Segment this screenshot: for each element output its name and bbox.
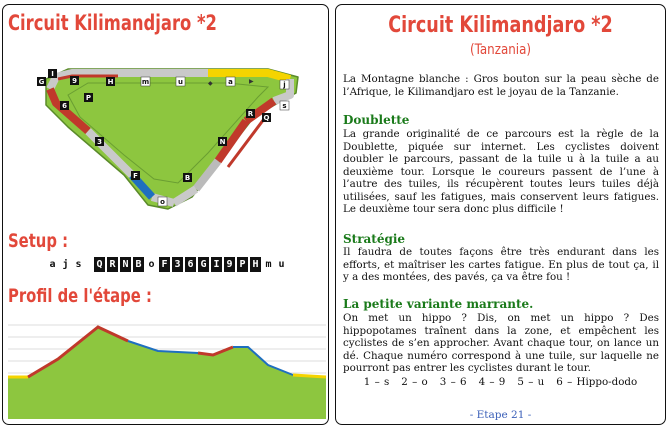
svg-text:6: 6	[62, 102, 67, 110]
tile-label-i	[48, 69, 57, 78]
dice-table	[336, 376, 665, 388]
svg-text:F: F	[133, 172, 138, 180]
svg-text:N: N	[219, 138, 226, 146]
intro-text: La Montagne blanche : Gros bouton sur la peau sèche de l’Afrique, le Kilimandjaro est le joyau de la Tanzanie.	[343, 73, 659, 98]
setup-tile: I	[211, 257, 222, 272]
tile-label-h	[106, 77, 115, 86]
setup-gap	[86, 257, 92, 272]
dice-entry: 5 – u	[517, 376, 545, 388]
svg-text:a: a	[228, 78, 233, 86]
setup-tile: 3	[172, 257, 183, 272]
tile-label-o	[158, 197, 167, 206]
setup-tile: u	[276, 257, 287, 272]
svg-text:j: j	[283, 81, 286, 89]
tile-label-9	[70, 76, 79, 85]
setup-tile: 9	[224, 257, 235, 272]
tile-label-g	[37, 77, 46, 86]
tile-label-m	[141, 77, 150, 86]
doublette-text: La grande originalité de ce parcours est la règle de la Doublette, piquée sur internet. Les cyclistes doivent doubler le parcours, passant de la tuile u à la tuile a au deuxième tour. Lorsque le coureurs passent de l’une à l’autre des tuiles, ils récupèrent toutes leurs tuiles déjà utilisées, sauf les fatigues, mais conservent leurs fatigues. Le deuxième tour sera donc plus difficile !	[343, 128, 659, 215]
tile-label-s	[280, 101, 289, 110]
setup-tile: R	[107, 257, 118, 272]
setup-tile: 6	[185, 257, 196, 272]
stage-title: Circuit Kilimandjaro *2	[388, 13, 613, 38]
setup-tile: a	[47, 257, 58, 272]
tile-label-r	[246, 109, 255, 118]
stage-number: - Etape 21 -	[469, 409, 532, 421]
tile-label-a	[226, 77, 235, 86]
setup-tile: j	[60, 257, 71, 272]
circuit-title: Circuit Kilimandjaro *2	[8, 11, 217, 35]
elevation-profile	[8, 315, 326, 419]
dice-entry: 3 – 6	[439, 376, 467, 388]
profil-title: Profil de l'étape :	[8, 285, 152, 307]
dice-entry: 4 – 9	[478, 376, 506, 388]
svg-text:P: P	[85, 94, 92, 102]
setup-tile: H	[250, 257, 261, 272]
svg-text:m: m	[141, 78, 150, 86]
tile-label-6	[60, 101, 69, 110]
dice-entry: 2 – o	[401, 376, 428, 388]
svg-text:B: B	[184, 174, 191, 182]
tile-label-3	[95, 137, 104, 146]
heading-variante: La petite variante marrante.	[343, 297, 534, 311]
tile-label-f	[131, 171, 140, 180]
svg-text:◆: ◆	[208, 80, 213, 87]
setup-tile: Q	[94, 257, 105, 272]
setup-tile: B	[133, 257, 144, 272]
setup-tile: F	[159, 257, 170, 272]
heading-strategie: Stratégie	[343, 232, 406, 246]
svg-text:u: u	[178, 78, 183, 86]
stage-country: (Tanzania)	[469, 42, 532, 58]
svg-text:I: I	[51, 70, 54, 78]
tile-label-j	[280, 80, 289, 89]
setup-tile: s	[73, 257, 84, 272]
svg-text:s: s	[282, 102, 287, 110]
setup-tile: G	[198, 257, 209, 272]
left-panel	[2, 4, 329, 425]
track-map	[28, 57, 308, 217]
tile-label-q	[262, 113, 271, 122]
tile-label-b	[183, 173, 192, 182]
setup-tile: N	[120, 257, 131, 272]
setup-tile: o	[146, 257, 157, 272]
tile-label-n	[218, 137, 227, 146]
svg-text:3: 3	[97, 138, 102, 146]
setup-tile: m	[263, 257, 274, 272]
strategie-text: Il faudra de toutes façons être très endurant dans les efforts, et maîtriser les cartes fatigue. En plus de tout ça, il y a des montées, des pavés, ça va être fou !	[343, 246, 659, 283]
right-panel	[335, 4, 666, 425]
svg-text:▶: ▶	[249, 78, 254, 85]
svg-text:G: G	[38, 78, 45, 86]
svg-text:H: H	[107, 78, 114, 86]
heading-doublette: Doublette	[343, 113, 410, 127]
dice-entry: 1 – s	[363, 376, 390, 388]
setup-title: Setup :	[8, 230, 69, 252]
svg-text:Q: Q	[263, 114, 270, 122]
tile-label-u	[176, 77, 185, 86]
tile-label-p	[84, 93, 93, 102]
setup-tiles	[47, 257, 287, 272]
dice-entry: 6 – Hippo-dodo	[556, 376, 638, 388]
svg-text:R: R	[247, 110, 254, 118]
variante-text: On met un hippo ? Dis, on met un hippo ? Des hippopotames traînent dans la zone, et empêchent les cyclistes de s’en approcher. Avant chaque tour, on lance un dé. Chaque numéro correspond à une tuile, sur laquelle ne pourront pas entrer les cyclistes durant le tour.	[343, 312, 659, 374]
svg-text:o: o	[160, 198, 165, 206]
setup-tile: P	[237, 257, 248, 272]
svg-text:9: 9	[72, 77, 77, 85]
